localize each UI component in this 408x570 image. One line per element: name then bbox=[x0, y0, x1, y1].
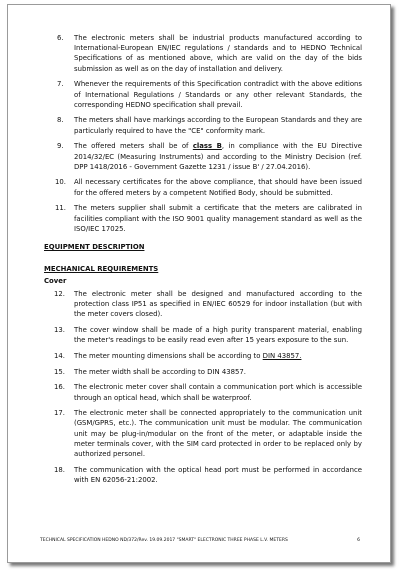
item-text: The communication with the optical head port must be performed in accordance with EN 62056-21:2002. bbox=[74, 465, 362, 484]
item-text: The meters shall have markings according to the European Standards and they are particularly required to have the "CE" conformity mark. bbox=[74, 116, 362, 135]
list-item-15 bbox=[8, 367, 392, 377]
item-number: 18. bbox=[54, 465, 65, 474]
page-number: 6 bbox=[357, 538, 360, 543]
list-item-8 bbox=[8, 115, 392, 135]
item-number: 9. bbox=[57, 142, 64, 151]
mechanical-requirements-heading: MECHANICAL REQUIREMENTS bbox=[44, 264, 159, 273]
item-text: The meters supplier shall submit a certificate that the meters are calibrated in facilities compliant with the ISO 9001 quality management standard as well as the ISO/IEC 17025. bbox=[74, 204, 362, 233]
item-text: Whenever the requirements of this Specification contradict with the above editions of International Regulations / Standards or any other relevant Standards, the corresponding HEDNO specification shall prevail. bbox=[74, 80, 362, 109]
footer-spec-reference: TECHNICAL SPECIFICATION HEDNO ND/372/Rev. 19.09.2017 "SMART" ELECTRONIC THREE PHASE L.V. METERS bbox=[40, 538, 288, 543]
din-reference: DIN 43857. bbox=[262, 351, 302, 360]
list-item-11 bbox=[8, 203, 392, 234]
list-item-10 bbox=[8, 177, 392, 197]
item-text: The electronic meter shall be connected appropriately to the communication unit (GSM/GPRS, etc.). The communication unit must be modular. The communication unit may be plug-in/modular on the front of the meter, or adaptable inside the meter terminals cover, with the SIM card protected in order to be replaced only by authorized personel. bbox=[74, 409, 362, 459]
list-item-18 bbox=[8, 465, 392, 485]
item-number: 8. bbox=[57, 116, 64, 125]
page-content bbox=[8, 33, 392, 491]
list-item-13 bbox=[8, 325, 392, 345]
item-number: 13. bbox=[54, 326, 65, 335]
item-text-pre: The offered meters shall be of bbox=[74, 142, 193, 151]
list-item-14 bbox=[8, 351, 392, 361]
cover-subheading: Cover bbox=[44, 276, 67, 285]
list-item-7 bbox=[8, 79, 392, 110]
item-number: 6. bbox=[57, 34, 64, 42]
item-number: 10. bbox=[55, 178, 66, 187]
item-text: The cover window shall be made of a high purity transparent material, enabling the meter's readings to be easily read even after 15 years exposure to the sun. bbox=[74, 326, 362, 345]
item-number: 15. bbox=[54, 367, 65, 376]
equipment-description-heading: EQUIPMENT DESCRIPTION bbox=[44, 242, 145, 251]
list-item-16 bbox=[8, 382, 392, 402]
item-number: 7. bbox=[57, 80, 64, 89]
item-number: 17. bbox=[54, 409, 65, 418]
list-item-9 bbox=[8, 141, 392, 172]
item-number: 11. bbox=[55, 204, 66, 213]
list-item-17 bbox=[8, 408, 392, 459]
item-text: The electronic meters shall be industrial products manufactured according to International-European EN/IEC regulations / standards and to HEDNO Technical Specifications of as mentioned above, which are valid on the day of the bids submission as well as on the day of installation and delivery. bbox=[74, 34, 362, 73]
item-text: The meter width shall be according to DIN 43857. bbox=[74, 367, 246, 376]
item-text-pre: The meter mounting dimensions shall be according to bbox=[74, 351, 263, 360]
item-text-post: , in compliance with the EU Directive 2014/32/EC (Measuring Instruments) and according to the Ministry Decision (ref. DPP 1418/2016 - Government Gazette 1231 / issue B' / 27.04.2016). bbox=[74, 142, 362, 171]
item-number: 12. bbox=[54, 289, 65, 298]
item-number: 16. bbox=[54, 383, 65, 392]
item-text: All necessary certificates for the above compliance, that should have been issued for the offered meters by a competent Notified Body, should be submitted. bbox=[74, 178, 362, 197]
document-page bbox=[7, 4, 391, 563]
list-item-12 bbox=[8, 289, 392, 320]
page-footer bbox=[40, 538, 360, 543]
item-text: The electronic meter cover shall contain a communication port which is accessible through an optical head, which shall be waterproof. bbox=[74, 383, 362, 402]
item-text: The electronic meter shall be designed and manufactured according to the protection class IP51 as specified in EN/IEC 60529 for indoor installation (but with the meter covers closed). bbox=[74, 289, 362, 319]
list-item-6 bbox=[8, 33, 392, 74]
class-b-emphasis: class B bbox=[192, 142, 222, 151]
item-number: 14. bbox=[54, 351, 65, 360]
